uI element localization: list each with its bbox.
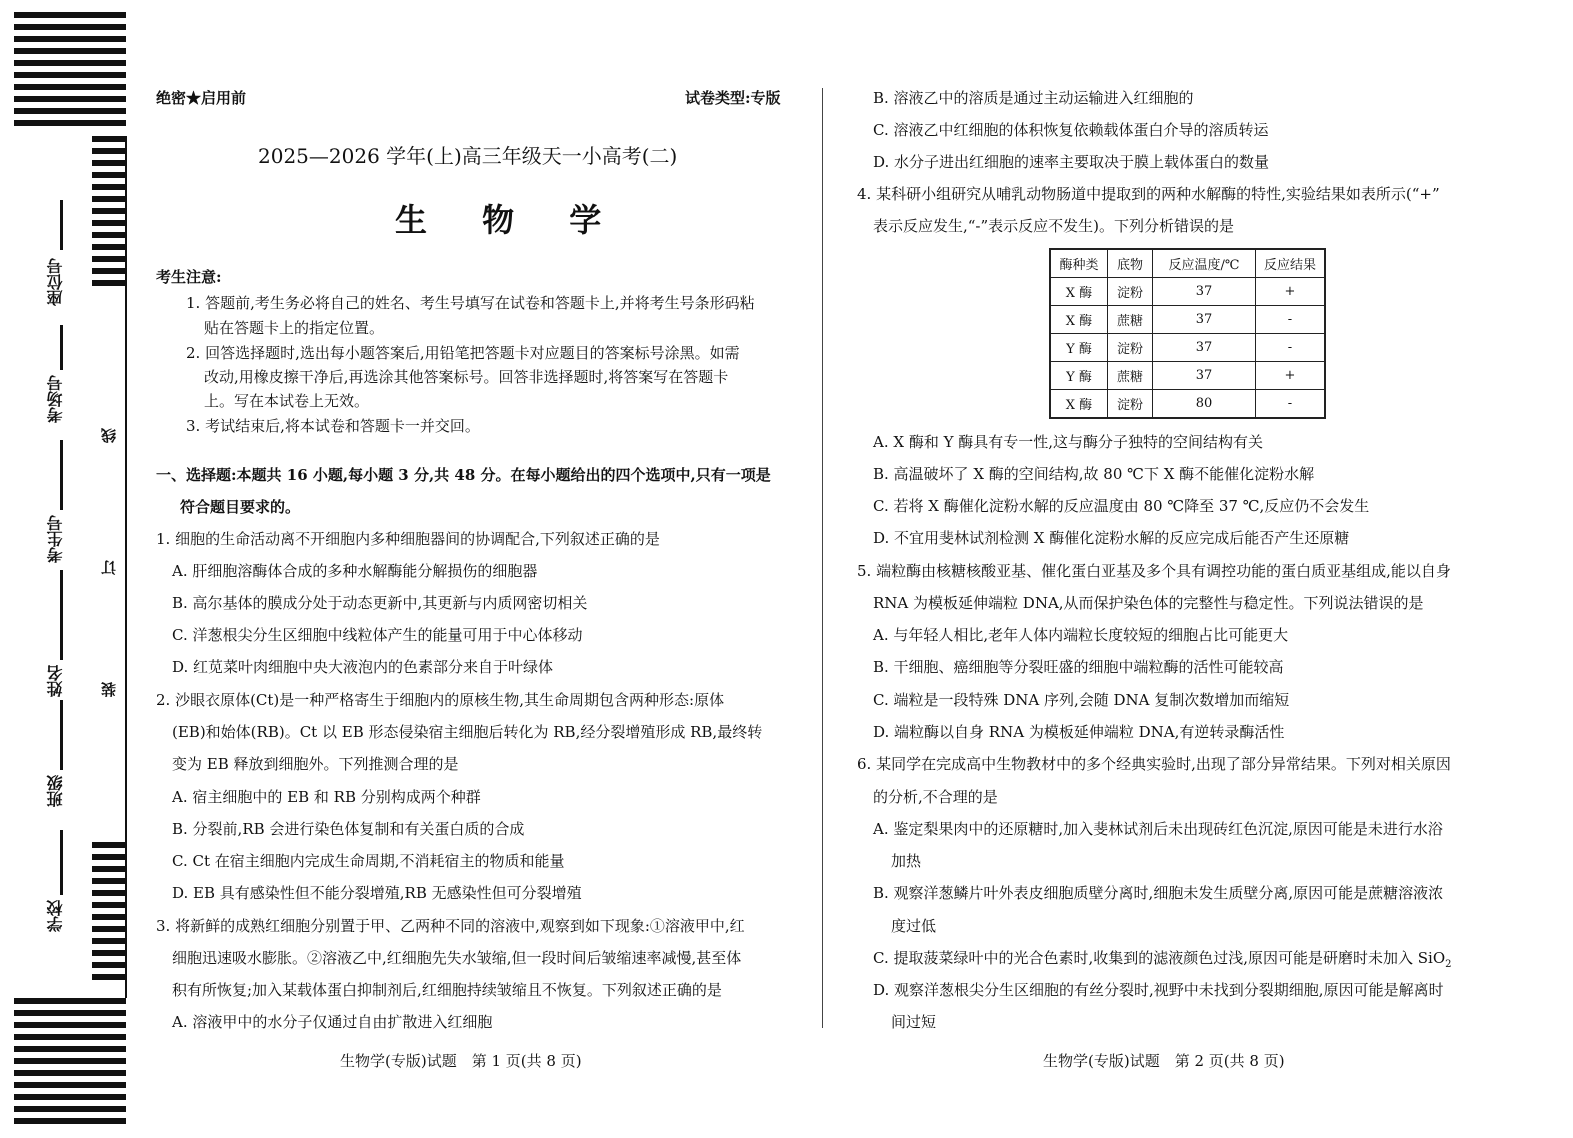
question-4: 4. 某科研小组研究从哺乳动物肠道中提取到的两种水解酶的特性,实验结果如表所示(“+” [857, 185, 1440, 203]
option: D. 红苋菜叶肉细胞中央大液泡内的色素部分来自于叶绿体 [172, 658, 554, 676]
table-row [1050, 334, 1325, 362]
question-3-cont: 积有所恢复;加入某载体蛋白抑制剂后,红细胞持续皱缩且不恢复。下列叙述正确的是 [172, 981, 722, 999]
option: A. 宿主细胞中的 EB 和 RB 分别构成两个种群 [172, 788, 481, 806]
table-cell: 蔗糖 [1108, 362, 1153, 390]
question-2-cont: 变为 EB 释放到细胞外。下列推测合理的是 [172, 755, 459, 773]
subject-title: 生 物 学 [395, 201, 624, 239]
field-student-no: 考生号 [46, 515, 65, 563]
field-room: 考场号 [46, 375, 65, 423]
question-3-cont: 细胞迅速吸水膨胀。②溶液乙中,红细胞先失水皱缩,但一段时间后皱缩速率减慢,甚至体 [172, 949, 742, 967]
sio2-subscript: 2 [1445, 959, 1452, 970]
notice-line: 2. 回答选择题时,选出每小题答案后,用铅笔把答题卡对应题目的答案标号涂黑。如需 [186, 344, 740, 362]
option [873, 947, 1452, 970]
table-cell: X 酶 [1050, 278, 1108, 306]
option: A. 肝细胞溶酶体合成的多种水解酶能分解损伤的细胞器 [172, 562, 538, 580]
notice-line: 3. 考试结束后,将本试卷和答题卡一并交回。 [186, 417, 480, 435]
secret-label: 绝密★启用前 [156, 89, 247, 107]
option: D. EB 具有感染性但不能分裂增殖,RB 无感染性但可分裂增殖 [172, 884, 582, 902]
option: C. 洋葱根尖分生区细胞中线粒体产生的能量可用于中心体移动 [172, 626, 583, 644]
table-cell: 淀粉 [1108, 278, 1153, 306]
section-heading: 一、选择题:本题共 16 小题,每小题 3 分,共 48 分。在每小题给出的四个选项中,只有一项是 [156, 466, 771, 484]
bind-mark-bind: 装 [100, 682, 118, 697]
field-name: 姓名 [46, 665, 65, 697]
field-line-student-no [60, 440, 63, 510]
exam-title: 2025—2026 学年(上)高三年级天一小高考(二) [258, 144, 678, 168]
option: B. 观察洋葱鳞片叶外表皮细胞质壁分离时,细胞未发生质壁分离,原因可能是蔗糖溶液浓 [873, 884, 1444, 902]
question-5: 5. 端粒酶由核糖核酸亚基、催化蛋白亚基及多个具有调控功能的蛋白质亚基组成,能以自身 [857, 562, 1451, 580]
option: D. 不宜用斐林试剂检测 X 酶催化淀粉水解的反应完成后能否产生还原糖 [873, 529, 1350, 547]
table-row [1050, 278, 1325, 306]
field-line-class [60, 700, 63, 770]
field-class: 班级 [46, 775, 65, 807]
option: C. 溶液乙中红细胞的体积恢复依赖载体蛋白介导的溶质转运 [873, 121, 1269, 139]
notice-line: 改动,用橡皮擦干净后,再选涂其他答案标号。回答非选择题时,将答案写在答题卡 [204, 368, 729, 386]
option-cont: 加热 [891, 852, 922, 870]
binding-strip [0, 0, 135, 1138]
notice-line: 1. 答题前,考生务必将自己的姓名、考生号填写在试卷和答题卡上,并将考生号条形码粘 [186, 294, 755, 312]
option: B. 分裂前,RB 会进行染色体复制和有关蛋白质的合成 [172, 820, 525, 838]
barcode-stripes-mid [92, 136, 126, 292]
page-footer-right: 生物学(专版)试题 第 2 页(共 8 页) [1043, 1052, 1285, 1070]
bind-mark-line: 线 [100, 428, 118, 443]
enzyme-table [1049, 248, 1326, 419]
table-header: 酶种类 [1050, 249, 1108, 278]
option: D. 观察洋葱根尖分生区细胞的有丝分裂时,视野中未找到分裂期细胞,原因可能是解离时 [873, 981, 1444, 999]
table-cell: 蔗糖 [1108, 306, 1153, 334]
table-row [1050, 306, 1325, 334]
binding-line [125, 136, 127, 998]
option: D. 端粒酶以自身 RNA 为模板延伸端粒 DNA,有逆转录酶活性 [873, 723, 1285, 741]
option: C. Ct 在宿主细胞内完成生命周期,不消耗宿主的物质和能量 [172, 852, 565, 870]
table-cell: 37 [1153, 362, 1256, 390]
table-cell: 37 [1153, 278, 1256, 306]
column-divider [822, 88, 823, 1028]
question-3: 3. 将新鲜的成熟红细胞分别置于甲、乙两种不同的溶液中,观察到如下现象:①溶液甲中,红 [156, 917, 745, 935]
bind-mark-order: 订 [100, 560, 118, 575]
option: D. 水分子进出红细胞的速率主要取决于膜上载体蛋白的数量 [873, 153, 1270, 171]
table-header: 反应结果 [1256, 249, 1326, 278]
option: C. 若将 X 酶催化淀粉水解的反应温度由 80 ℃降至 37 ℃,反应仍不会发生 [873, 497, 1370, 515]
option: B. 溶液乙中的溶质是通过主动运输进入红细胞的 [873, 89, 1194, 107]
field-seat: 座位号 [46, 258, 65, 306]
question-2: 2. 沙眼衣原体(Ct)是一种严格寄生于细胞内的原核生物,其生命周期包含两种形态:原体 [156, 691, 725, 709]
option-cont: 度过低 [891, 917, 937, 935]
table-header-row [1050, 249, 1325, 278]
question-4-cont: 表示反应发生,“-”表示反应不发生)。下列分析错误的是 [873, 217, 1235, 235]
question-6: 6. 某同学在完成高中生物教材中的多个经典实验时,出现了部分异常结果。下列对相关原因 [857, 755, 1451, 773]
table-cell: - [1256, 306, 1326, 334]
barcode-stripes-low [92, 842, 126, 986]
option: A. 鉴定梨果肉中的还原糖时,加入斐林试剂后未出现砖红色沉淀,原因可能是未进行水浴 [873, 820, 1443, 838]
option-cont: 间过短 [891, 1013, 937, 1031]
field-line-name [60, 570, 63, 660]
question-2-cont: (EB)和始体(RB)。Ct 以 EB 形态侵染宿主细胞后转化为 RB,经分裂增殖形成 RB,最终转 [172, 723, 763, 741]
field-line-school [60, 830, 63, 895]
table-cell: 淀粉 [1108, 334, 1153, 362]
table-row [1050, 362, 1325, 390]
table-cell: Y 酶 [1050, 362, 1108, 390]
option: B. 干细胞、癌细胞等分裂旺盛的细胞中端粒酶的活性可能较高 [873, 658, 1284, 676]
field-line-room [60, 325, 63, 370]
option: B. 高温破坏了 X 酶的空间结构,故 80 ℃下 X 酶不能催化淀粉水解 [873, 465, 1315, 483]
option-text: C. 提取菠菜绿叶中的光合色素时,收集到的滤液颜色过浅,原因可能是研磨时未加入 SiO [873, 949, 1446, 967]
table-cell: - [1256, 334, 1326, 362]
question-6-cont: 的分析,不合理的是 [873, 788, 998, 806]
notice-line: 上。写在本试卷上无效。 [204, 392, 370, 410]
option: A. 溶液甲中的水分子仅通过自由扩散进入红细胞 [172, 1013, 493, 1031]
section-heading-cont: 符合题目要求的。 [180, 498, 301, 516]
table-cell: X 酶 [1050, 306, 1108, 334]
table-cell: 37 [1153, 334, 1256, 362]
table-cell: X 酶 [1050, 390, 1108, 419]
table-header: 底物 [1108, 249, 1153, 278]
option: B. 高尔基体的膜成分处于动态更新中,其更新与内质网密切相关 [172, 594, 588, 612]
field-school: 学校 [46, 900, 65, 932]
question-1: 1. 细胞的生命活动离不开细胞内多种细胞器间的协调配合,下列叙述正确的是 [156, 530, 660, 548]
table-cell: - [1256, 390, 1326, 419]
option: C. 端粒是一段特殊 DNA 序列,会随 DNA 复制次数增加而缩短 [873, 691, 1290, 709]
page-footer-left: 生物学(专版)试题 第 1 页(共 8 页) [340, 1052, 582, 1070]
field-line-seat [60, 200, 63, 250]
question-5-cont: RNA 为模板延伸端粒 DNA,从而保护染色体的完整性与稳定性。下列说法错误的是 [873, 594, 1424, 612]
barcode-stripes-top [14, 12, 126, 132]
table-cell: 淀粉 [1108, 390, 1153, 419]
barcode-stripes-bottom [14, 998, 126, 1130]
table-cell: Y 酶 [1050, 334, 1108, 362]
paper-type: 试卷类型:专版 [685, 89, 781, 107]
notice-title: 考生注意: [156, 268, 222, 286]
table-cell: + [1256, 362, 1326, 390]
table-cell: + [1256, 278, 1326, 306]
table-cell: 80 [1153, 390, 1256, 419]
option: A. X 酶和 Y 酶具有专一性,这与酶分子独特的空间结构有关 [873, 433, 1264, 451]
table-cell: 37 [1153, 306, 1256, 334]
table-row [1050, 390, 1325, 419]
table-header: 反应温度/℃ [1153, 249, 1256, 278]
option: A. 与年轻人相比,老年人体内端粒长度较短的细胞占比可能更大 [873, 626, 1289, 644]
notice-line: 贴在答题卡上的指定位置。 [204, 319, 385, 337]
